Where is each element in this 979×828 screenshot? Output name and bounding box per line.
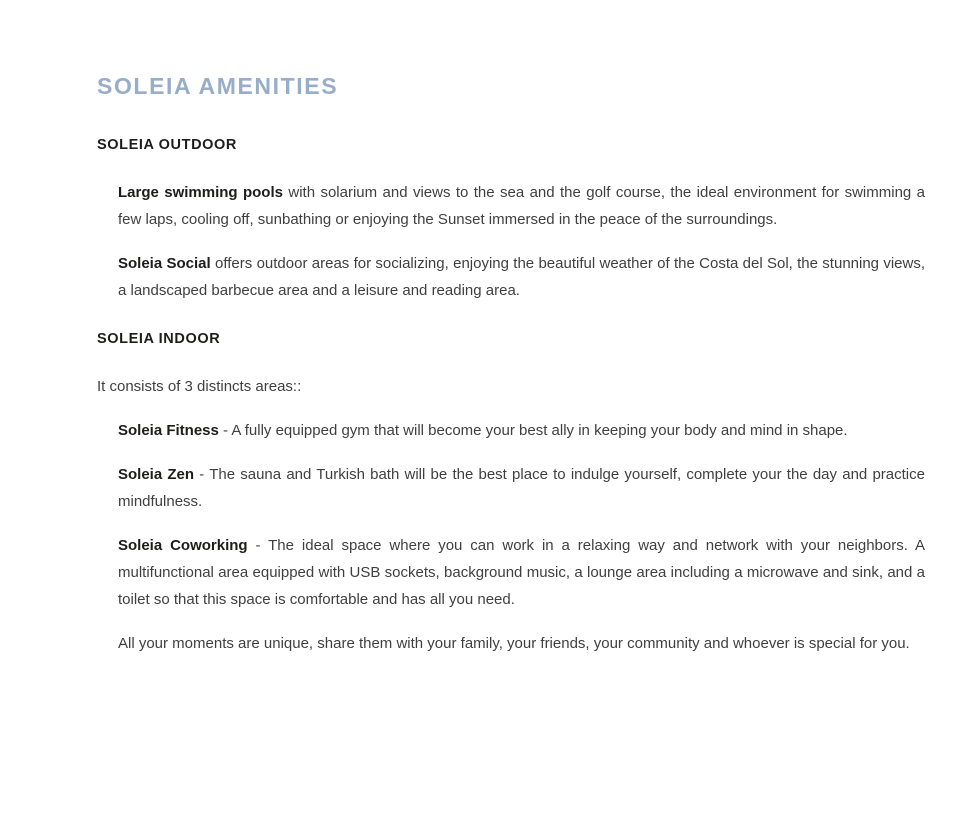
paragraph-closing	[118, 630, 925, 657]
section-indoor	[97, 331, 925, 657]
paragraph-soleia-social	[118, 250, 925, 304]
paragraph-lead: Soleia Coworking	[118, 537, 248, 554]
page-title: SOLEIA AMENITIES	[97, 73, 339, 99]
section-heading-indoor: SOLEIA INDOOR	[97, 331, 221, 347]
section-outdoor	[97, 137, 925, 304]
paragraph-text: with solarium and views to the sea and the golf course, the ideal environment for swimming a few laps, cooling off, sunbathing or enjoying the Sunset immersed in the peace of the surroundings.	[118, 184, 925, 228]
section-heading-outdoor: SOLEIA OUTDOOR	[97, 137, 237, 153]
paragraph-text: - A fully equipped gym that will become your best ally in keeping your body and mind in shape.	[218, 422, 848, 439]
paragraph-lead: Soleia Fitness	[118, 422, 219, 439]
paragraph-lead: Large swimming pools	[118, 184, 283, 201]
paragraph-lead: Soleia Social	[118, 255, 211, 272]
paragraph-lead: Soleia Zen	[118, 466, 195, 483]
paragraph-soleia-zen	[118, 461, 925, 515]
paragraph-text: - The sauna and Turkish bath will be the best place to indulge yourself, complete your the day and practice mindfulness.	[118, 466, 925, 510]
paragraph-soleia-coworking	[118, 532, 925, 613]
paragraph-text: All your moments are unique, share them with your family, your friends, your community and whoever is special for you.	[118, 635, 910, 652]
paragraph-text: - The ideal space where you can work in a relaxing way and network with your neighbors. A multifunctional area equipped with USB sockets, background music, a lounge area including a microwave and sink, and a toilet so that this space is comfortable and has all you need.	[118, 537, 925, 608]
paragraph-soleia-fitness	[118, 417, 925, 444]
paragraph-swimming-pools	[118, 179, 925, 233]
paragraph-text: offers outdoor areas for socializing, enjoying the beautiful weather of the Costa del Sol, the stunning views, a landscaped barbecue area and a leisure and reading area.	[118, 255, 926, 299]
section-intro: It consists of 3 distincts areas::	[97, 378, 302, 395]
